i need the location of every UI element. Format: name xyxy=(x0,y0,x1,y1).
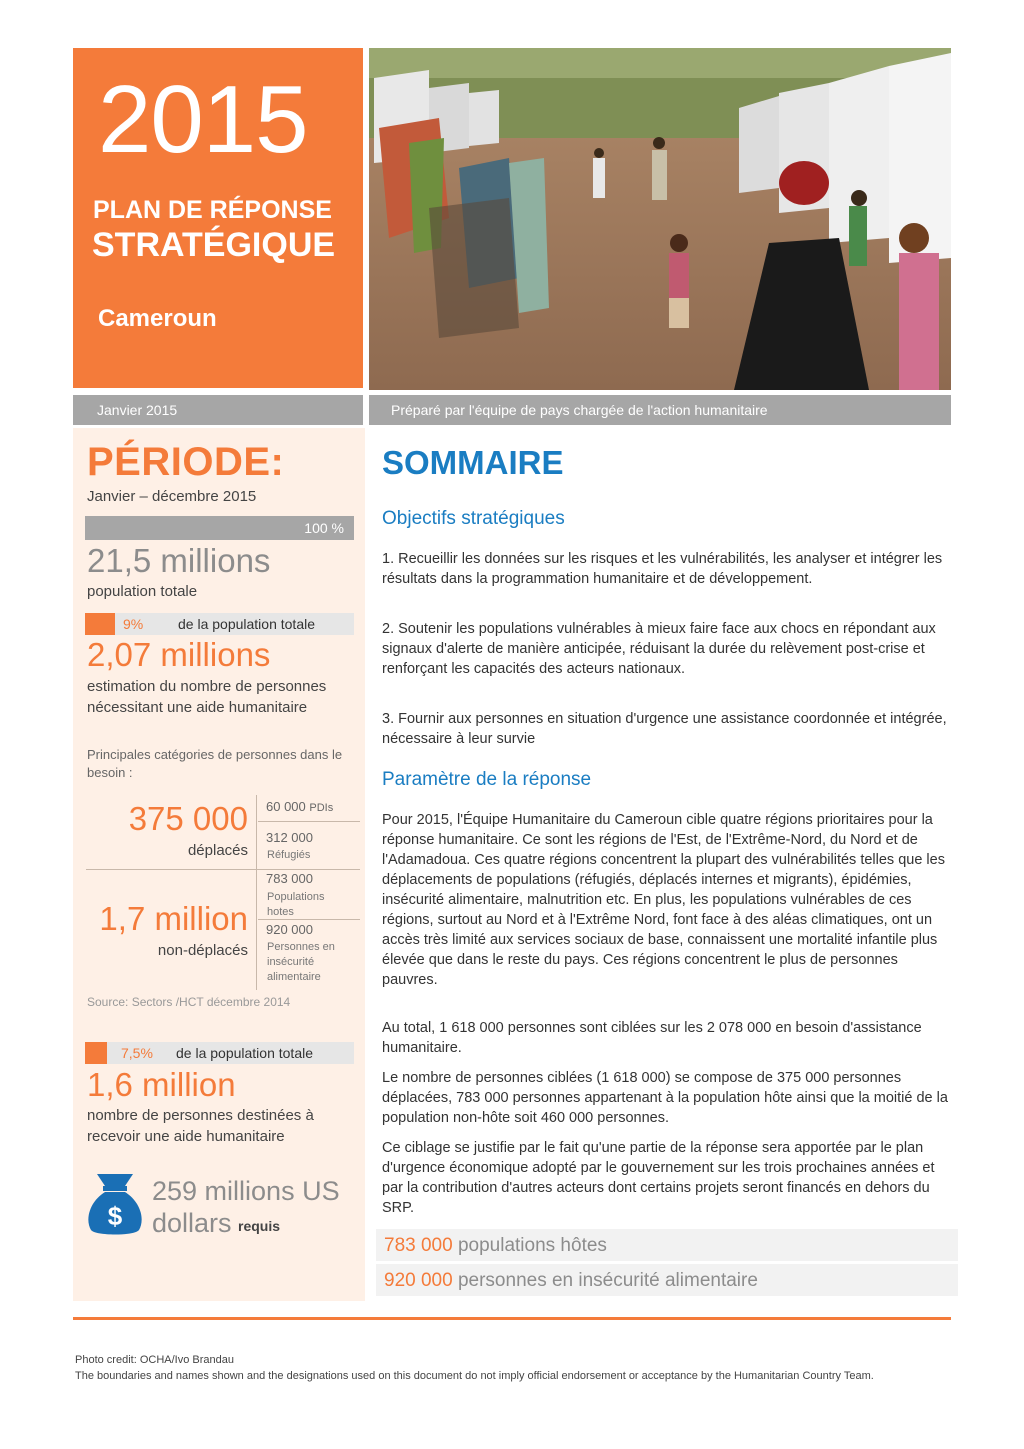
periode-range: Janvier – décembre 2015 xyxy=(87,488,257,505)
share-square xyxy=(85,613,115,635)
date-bar xyxy=(73,395,363,425)
footer-rule xyxy=(73,1317,951,1320)
cat-food-label: Personnes en insécurité alimentaire xyxy=(267,941,335,983)
plan-title-line2: STRATÉGIQUE xyxy=(92,226,336,264)
targeted-people: 1,6 million xyxy=(87,1066,236,1103)
svg-text:$: $ xyxy=(107,1201,123,1231)
total-population-label: population totale xyxy=(87,583,198,600)
summary-title: SOMMAIRE xyxy=(382,444,564,481)
targeted-people-label: nombre de personnes destinées à recevoir une aide humanitaire xyxy=(87,1107,314,1145)
funding-amount: 259 millions US xyxy=(152,1176,340,1206)
body-paragraph: Au total, 1 618 000 personnes sont ciblées sur les 2 078 000 en besoin d'assistance humanitaire. xyxy=(382,1020,922,1056)
share-row-need xyxy=(85,613,354,635)
periode-title: PÉRIODE: xyxy=(87,440,285,484)
body-paragraph: Le nombre de personnes ciblées (1 618 000) se compose de 375 000 personnes déplacées, 783 000 personnes appartenant à la population hôte ainsi que la moitié de la population non-hôte soit 460 000 personnes. xyxy=(382,1070,948,1126)
people-in-need-label: estimation du nombre de personnes nécessitant une aide humanitaire xyxy=(87,678,327,716)
period-progress-bar xyxy=(85,516,354,540)
nondisplaced-number: 1,7 million xyxy=(99,900,248,937)
cat-refugee-label: Réfugiés xyxy=(267,849,311,861)
share-row-target xyxy=(85,1042,354,1064)
highlight-number: 920 000 xyxy=(384,1270,453,1291)
plan-date: Janvier 2015 xyxy=(97,402,178,418)
cat-idp-value: 60 000 PDIs xyxy=(266,799,334,814)
plan-year: 2015 xyxy=(98,66,308,173)
category-divider-vertical xyxy=(256,795,257,990)
share-square xyxy=(85,1042,107,1064)
objectives-title: Objectifs stratégiques xyxy=(382,508,565,529)
source-note: Source: Sectors /HCT décembre 2014 xyxy=(87,995,291,1009)
share-text: de la population totale xyxy=(178,616,315,632)
response-parameters-title: Paramètre de la réponse xyxy=(382,769,592,790)
displaced-label: déplacés xyxy=(187,842,248,859)
cat-host-label: Populations hotes xyxy=(267,891,325,918)
highlight-number: 783 000 xyxy=(384,1235,453,1256)
cover-photo xyxy=(369,48,951,390)
share-pct: 7,5% xyxy=(121,1045,153,1061)
objective-item: 2. Soutenir les populations vulnérables à mieux faire face aux chocs en répondant aux signaux d'alerte de manière anticipée, réduisant la durée du relèvement post-crise et renforçant les capacités des acteurs nationaux. xyxy=(382,621,936,677)
people-in-need: 2,07 millions xyxy=(87,636,271,673)
nondisplaced-label: non-déplacés xyxy=(157,942,248,959)
prepared-by-bar xyxy=(369,395,951,425)
category-divider xyxy=(258,821,360,822)
period-pct: 100 % xyxy=(304,520,344,536)
plan-title-line1: PLAN DE RÉPONSE xyxy=(93,196,332,224)
disclaimer: The boundaries and names shown and the designations used on this document do not imply official endorsement or acceptance by the Humanitarian Country Team. xyxy=(75,1370,874,1382)
country-name: Cameroun xyxy=(98,305,217,332)
photo-credit: Photo credit: OCHA/Ivo Brandau xyxy=(75,1354,234,1366)
cat-host-value: 783 000 xyxy=(266,871,313,886)
categories-label: Principales catégories de personnes dans le besoin : xyxy=(87,747,343,780)
body-paragraph: Ce ciblage se justifie par le fait qu'une partie de la réponse sera apportée par le plan d'urgence économique adopté par le gouvernement sur les trois prochaines années et par la contribution d'autres acteurs dont certains projets seront financés en dehors du SRP. xyxy=(382,1140,935,1216)
highlight-text: populations hôtes xyxy=(457,1235,607,1256)
body-paragraph: Pour 2015, l'Équipe Humanitaire du Cameroun cible quatre régions prioritaires pour la réponse humanitaire. Ce sont les régions de l'Est, de l'Extrême-Nord, du Nord et de l'Adamadoua. Ces quatre régions concentrent la plupart des vulnérabilités telles que les déplacements de populations (réfugiés, déplacés internes et migrants), épidémies, insécurité alimentaire, malnutrition etc. En plus, les populations vulnérables de ces régions, surtout au Nord et à l'Extrême Nord, font face à des aléas climatiques, ont un accès très limité aux services sociaux de base, connaissent une mortalité infantile plus élevée que dans le reste du pays. Ces régions concentrent le plus de personnes pauvres. xyxy=(382,812,945,988)
funding-unit: dollars xyxy=(152,1208,232,1238)
highlight-food-insecurity xyxy=(376,1264,958,1296)
share-text: de la population totale xyxy=(176,1045,313,1061)
objective-item: 3. Fournir aux personnes en situation d'urgence une assistance coordonnée et intégrée, nécessaire à leur survie xyxy=(382,711,947,747)
cat-refugee-value: 312 000 xyxy=(266,830,313,845)
funding-required-label: requis xyxy=(238,1218,281,1234)
objective-item: 1. Recueillir les données sur les risques et les vulnérabilités, les analyser et intégrer les résultats dans la programmation humanitaire et de développement. xyxy=(382,551,943,587)
cat-food-value: 920 000 xyxy=(266,922,313,937)
highlight-text: personnes en insécurité alimentaire xyxy=(457,1270,758,1291)
displaced-number: 375 000 xyxy=(128,800,248,837)
share-pct: 9% xyxy=(123,616,144,632)
highlight-host-population xyxy=(376,1229,958,1261)
category-divider xyxy=(86,869,360,870)
money-bag-icon xyxy=(85,1172,145,1238)
prepared-by: Préparé par l'équipe de pays chargée de l'action humanitaire xyxy=(391,402,768,418)
total-population: 21,5 millions xyxy=(87,542,271,579)
